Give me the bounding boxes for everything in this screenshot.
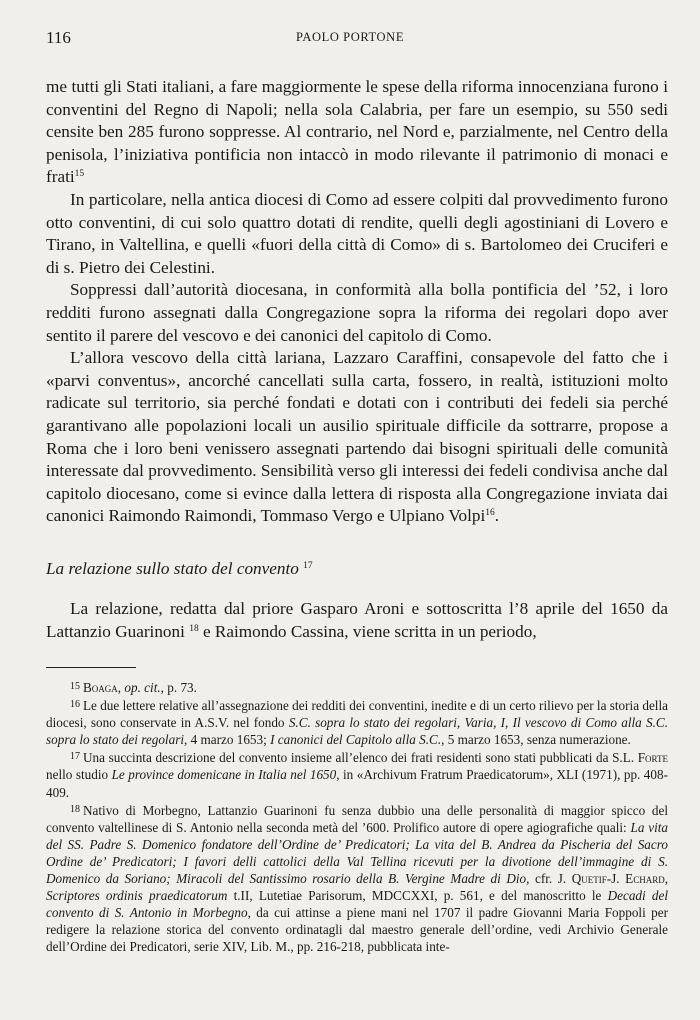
paragraph: In particolare, nella antica diocesi di Como ad essere colpiti dal provvedimento furono otto conventini, di cui solo quattro dotati di rendite, quelli degli agostiniani di Lovero e Tirano, in Valtellina, e quelli «fuori della città di Como» di s. Bartolomeo dei Cruciferi e di s. Pietro dei Celestini. (46, 189, 668, 277)
footnote-ref: 15 (74, 169, 85, 180)
footnote: $^{16}$ Le due lettere relative all’assegnazione dei redditi dei conventini, inedite e di un certo rilievo per la storia della diocesi, sono conservate in A.S.V. nel fondo S.C. sopra lo stato dei regolari, Varia, I, Il vescovo di Como alla S.C. sopra lo stato dei regolari, 4 marzo 1653; I canonici del Capitolo alla S.C., 5 marzo 1653, senza numerazione. (46, 698, 668, 748)
running-head: PAOLO PORTONE (295, 30, 405, 44)
footnote-ref: 17 (303, 560, 313, 571)
section-heading: La relazione sullo stato del convento $^{17}$ (46, 558, 313, 578)
footnote: $^{17}$ Una succinta descrizione del convento insieme all’elenco dei frati residenti sono stati pubblicati da S.L. Forte nello studio Le province domenicane in Italia nel 1650, in «Archivum Fratrum Praedicatorum», XLI (1971), pp. 408-409. (46, 750, 668, 800)
footnote-ref: 16 (485, 508, 495, 519)
footnote-ref: 18 (189, 624, 199, 635)
page-number: 116 (46, 28, 71, 47)
paragraph: Soppressi dall’autorità diocesana, in conformità alla bolla pontificia del ’52, i loro redditi furono assegnati dalla Congregazione sopra la riforma dei regolari dopo aver sentito il parere del vescovo e dei canonici del capitolo di Como. (46, 280, 668, 345)
page-header (46, 28, 654, 50)
main-text (46, 76, 668, 644)
footnotes (46, 678, 668, 956)
paragraph: La relazione, redatta dal priore Gasparo Aroni e sottoscritta l’8 aprile del 1650 da Lattanzio Guarinoni $^{18}$ e Raimondo Cassina, viene scritta in un periodo, (46, 599, 668, 642)
paragraph: L’allora vescovo della città lariana, Lazzaro Caraffini, consapevole del fatto che i «parvi conventus», ancorché cancellati sulla carta, fossero, in realtà, istituzioni molto radicate sul territorio, sia perché fondati e dotati con i contributi dei fedeli sia perché garantivano alle popolazioni locali un ausilio spirituale difficile da sottrarre, propose a Roma che i loro beni venissero assegnati partendo dai bisogni spirituali delle comunità interessate dal provvedimento. Sensibilità verso gli interessi dei fedeli condivisa anche dal capitolo diocesano, come si evince dalla lettera di risposta alla Congregazione inviata dai canonici Raimondo Raimondi, Tommaso Vergo e Ulpiano Volpi$^{16}$. (46, 348, 668, 526)
footnote: $^{18}$ Nativo di Morbegno, Lattanzio Guarinoni fu senza dubbio una delle personalità di maggior spicco del convento valtellinese di S. Antonio nella seconda metà del ’600. Prolifico autore di opere agiografiche quali: La vita del SS. Padre S. Domenico fondatore dell’Ordine de’ Predicatori; La vita del B. Andrea da Pischeria del Sacro Ordine de’ Predicatori; I favori delli cattolici della Val Tellina ricevuti per la divotione dell’immagine di S. Domenico da Soriano; Miracoli del Santissimo rosario della B. Vergine Madre di Dio, cfr. J. Quetif-J. Echard, Scriptores ordinis praedicatorum t.II, Lutetiae Parisorum, MDCCXXI, p. 561, e del manoscritto le Decadi del convento di S. Antonio in Morbegno, da cui attinse a piene mani nel 1707 il padre Giovanni Maria Foppoli per redigere la relazione storica del convento ordinatagli dal maestro generale dell’ordine, vedi Archivio Generale dell’Ordine dei Predicatori, serie XIV, Lib. M., pp. 216-218, pubblicata inte- (46, 802, 669, 955)
footnote-separator (46, 667, 136, 668)
footnote: $^{15}$ Boaga, op. cit., p. 73. (70, 680, 197, 695)
paragraph: me tutti gli Stati italiani, a fare maggiormente le spese della riforma innocenziana furono i conventini del Regno di Napoli; nella sola Calabria, per fare un esempio, su 550 sedi censite ben 285 furono soppresse. Al contrario, nel Nord e, parzialmente, nel Centro della penisola, l’iniziativa pontificia non intaccò in modo rilevante il patrimonio di monaci e frati$^{15}$ (46, 77, 668, 187)
